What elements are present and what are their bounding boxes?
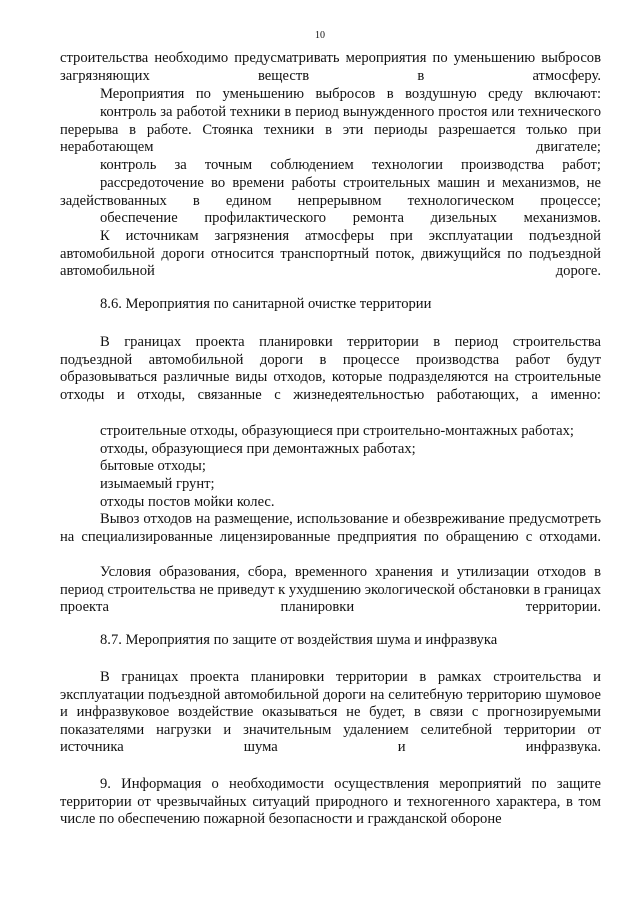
- list-item-waste-soil: изымаемый грунт;: [100, 476, 215, 492]
- paragraph-emission-measures-intro: строительства необходимо предусматривать мероприятия по уменьшению выбросов загрязняющих веществ в атмосферу.: [60, 50, 601, 84]
- list-item-waste-construction: строительные отходы, образующиеся при строительно-монтажных работах;: [100, 423, 574, 439]
- paragraph-waste-generation: В границах проекта планировки территории в период строительства подъездной автомобильной дороги в процессе производства работ будут образовываться различные виды отходов, которые подразделяются на строительные отходы и отходы, связанные с жизнедеятельностью работающих, а именно:: [60, 334, 601, 403]
- paragraph-dispersal-of-work: рассредоточение во времени работы строительных машин и механизмов, не задействованных в едином непрерывном технологическом процессе;: [60, 175, 601, 209]
- paragraph-pollution-sources: К источникам загрязнения атмосферы при эксплуатации подъездной автомобильной дороги относится транспортный поток, движущийся по подъездной автомобильной дороге.: [60, 228, 601, 280]
- section-heading-8-6: 8.6. Мероприятия по санитарной очистке территории: [100, 296, 432, 312]
- list-item-waste-wash-posts: отходы постов мойки колес.: [100, 494, 275, 510]
- list-item-waste-dismantling: отходы, образующиеся при демонтажных работах;: [100, 441, 416, 457]
- paragraph-equipment-control: контроль за работой техники в период вынужденного простоя или технического перерыва в работе. Стоянка техники в эти периоды разрешается только при неработающем двигателе;: [60, 104, 601, 156]
- paragraph-diesel-maintenance: обеспечение профилактического ремонта дизельных механизмов.: [100, 210, 601, 226]
- page-number: 10: [315, 30, 325, 41]
- list-item-waste-household: бытовые отходы;: [100, 458, 206, 474]
- paragraph-waste-removal: Вывоз отходов на размещение, использование и обезвреживание предусмотреть на специализированные лицензированные предприятия по обращению с отходами.: [60, 511, 601, 545]
- paragraph-technology-control: контроль за точным соблюдением технологии производства работ;: [100, 157, 601, 173]
- paragraph-noise-impact: В границах проекта планировки территории в рамках строительства и эксплуатации подъездной автомобильной дороги на селитебную территорию шумовое и инфразвуковое воздействие оказываться не будет, в связи с прогнозируемыми показателями нагрузки и значительным удалением селитебной территории от источника шума и инфразвука.: [60, 669, 601, 756]
- section-heading-9: 9. Информация о необходимости осуществления мероприятий по защите территории от чрезвычайных ситуаций природного и техногенного характера, в том числе по обеспечению пожарной безопасности и гражданской обороне: [60, 776, 601, 828]
- paragraph-measures-include: Мероприятия по уменьшению выбросов в воздушную среду включают:: [100, 86, 601, 102]
- paragraph-waste-conditions: Условия образования, сбора, временного хранения и утилизации отходов в период строительства не приведут к ухудшению экологической обстановки в границах проекта планировки территории.: [60, 564, 601, 616]
- section-heading-8-7: 8.7. Мероприятия по защите от воздействия шума и инфразвука: [100, 632, 498, 648]
